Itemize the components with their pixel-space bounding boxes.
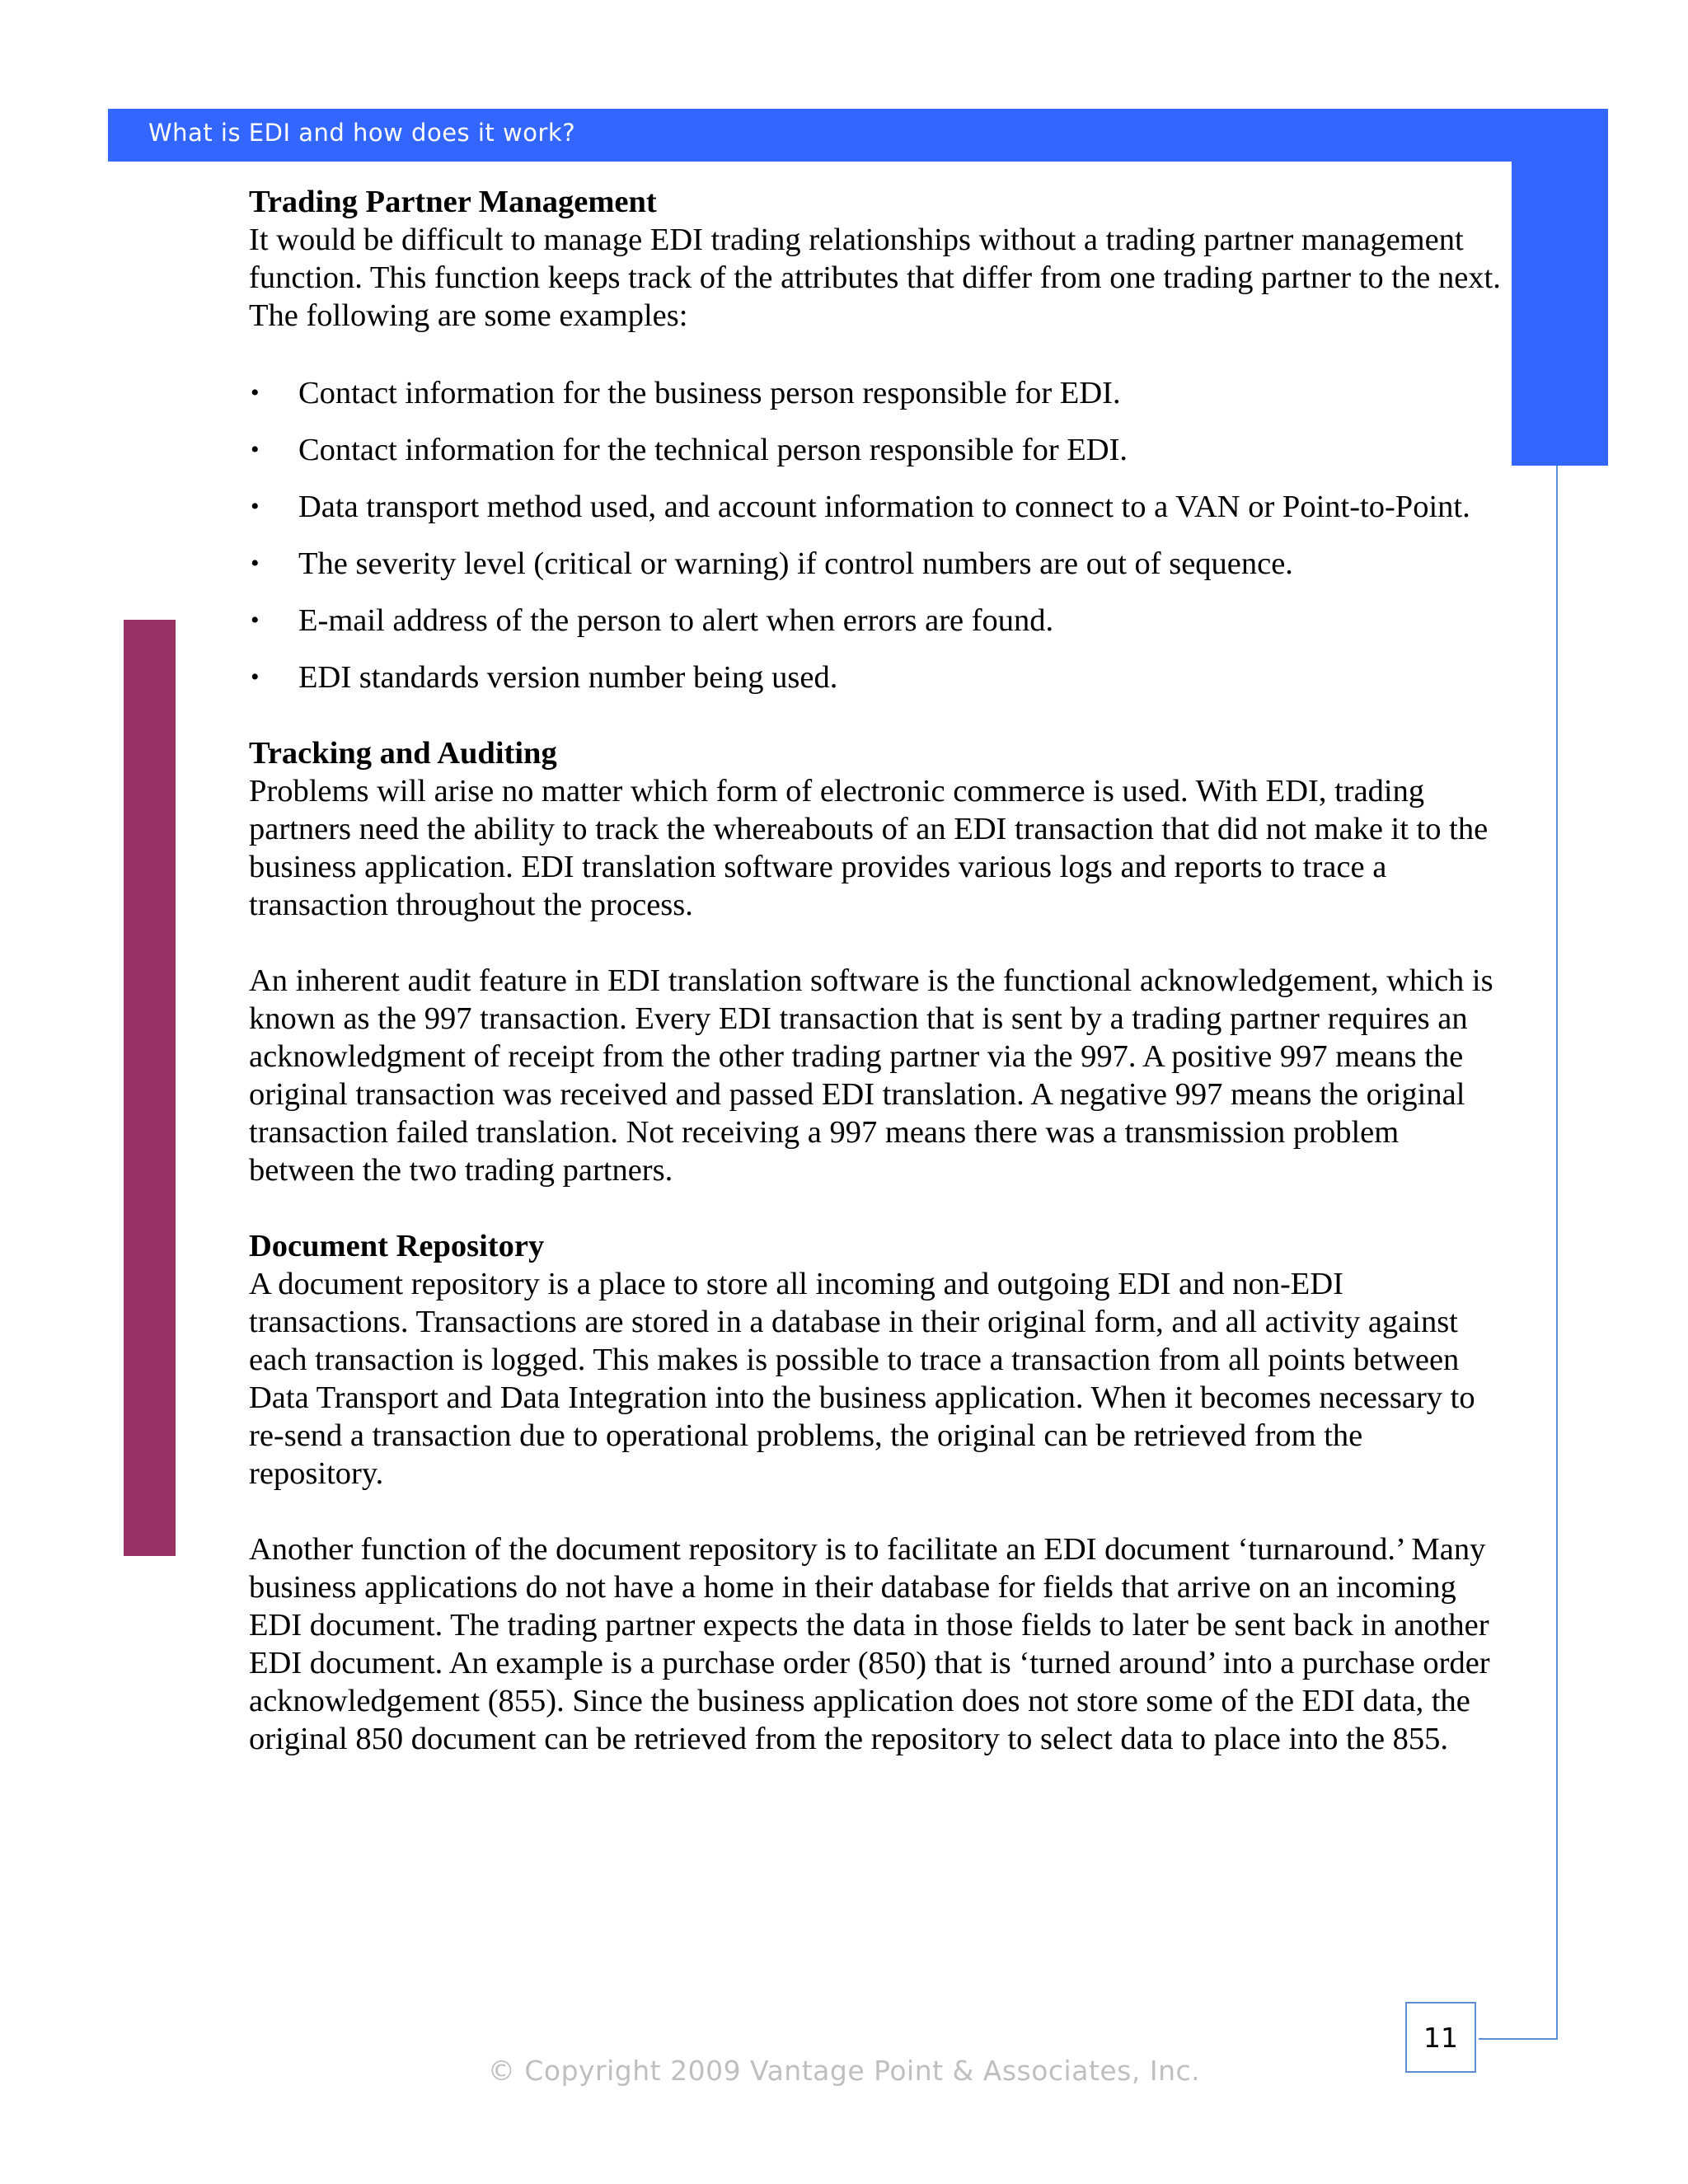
list-item-text: Contact information for the technical person responsible for EDI. <box>298 433 1128 467</box>
paragraph: It would be difficult to manage EDI trading relationships without a trading partner management function. This function keeps track of the attributes that differ from one trading partner to the next. The following are some examples: <box>249 223 1501 333</box>
section-heading: Trading Partner Management <box>249 185 657 219</box>
side-accent-bar <box>124 620 176 1556</box>
bullet-icon: • <box>251 379 260 406</box>
list-item-text: EDI standards version number being used. <box>298 660 838 695</box>
paragraph: Problems will arise no matter which form of electronic commerce is used. With EDI, trading partners need the ability to track the whereabouts of an EDI transaction that did not make it to the business application. EDI translation software provides various logs and reports to trace a transaction throughout the process. <box>249 774 1489 922</box>
paragraph: An inherent audit feature in EDI translation software is the functional acknowledgement, which is known as the 997 transaction. Every EDI transaction that is sent by a trading partner requires an acknowledgment of receipt from the other trading partner via the 997. A positive 997 means the original transaction was received and passed EDI translation. A negative 997 means the original transaction failed translation. Not receiving a 997 means there was a transmission problem between the two trading partners. <box>249 963 1493 1188</box>
bullet-icon: • <box>251 436 260 463</box>
list-item-text: Contact information for the business person responsible for EDI. <box>298 376 1121 410</box>
section-heading: Document Repository <box>249 1229 545 1263</box>
section-tracking-and-auditing <box>249 734 1502 1189</box>
page-content <box>249 183 1502 1796</box>
frame-vertical-line <box>1556 466 1558 2040</box>
copyright-notice: © Copyright 2009 Vantage Point & Associates, Inc. <box>487 2055 1201 2087</box>
list-item-text: Data transport method used, and account information to connect to a VAN or Point-to-Point. <box>298 490 1470 524</box>
bullet-list <box>249 374 1502 696</box>
section-heading: Tracking and Auditing <box>249 736 557 771</box>
header-title: What is EDI and how does it work? <box>148 119 576 147</box>
bullet-icon: • <box>251 663 260 691</box>
frame-horizontal-line <box>1479 2038 1558 2040</box>
list-item <box>249 374 1502 412</box>
bullet-icon: • <box>251 607 260 634</box>
paragraph: A document repository is a place to store all incoming and outgoing EDI and non-EDI transactions. Transactions are stored in a database in their original form, and all activity against each transaction is logged. This makes is possible to trace a transaction from all points between Data Transport and Data Integration into the business application. When it becomes necessary to re-send a transaction due to operational problems, the original can be retrieved from the repository. <box>249 1267 1475 1491</box>
header-tab-block <box>1512 161 1608 466</box>
bullet-icon: • <box>251 550 260 577</box>
list-item-text: E-mail address of the person to alert when errors are found. <box>298 603 1054 638</box>
list-item <box>249 431 1502 469</box>
list-item <box>249 602 1502 640</box>
page-number: 11 <box>1405 2002 1476 2073</box>
list-item <box>249 488 1502 526</box>
list-item-text: The severity level (critical or warning) if control numbers are out of sequence. <box>298 546 1293 581</box>
list-item <box>249 545 1502 583</box>
paragraph: Another function of the document repository is to facilitate an EDI document ‘turnaround.’ Many business applications do not have a home in their database for fields that arrive on an incoming EDI document. The trading partner expects the data in those fields to later be sent back in another EDI document. An example is a purchase order (850) that is ‘turned around’ into a purchase order acknowledgement (855). Since the business application does not store some of the EDI data, the original 850 document can be retrieved from the repository to select data to place into the 855. <box>249 1532 1490 1756</box>
section-trading-partner-management <box>249 183 1502 696</box>
list-item <box>249 658 1502 696</box>
bullet-icon: • <box>251 493 260 520</box>
section-document-repository <box>249 1227 1502 1758</box>
